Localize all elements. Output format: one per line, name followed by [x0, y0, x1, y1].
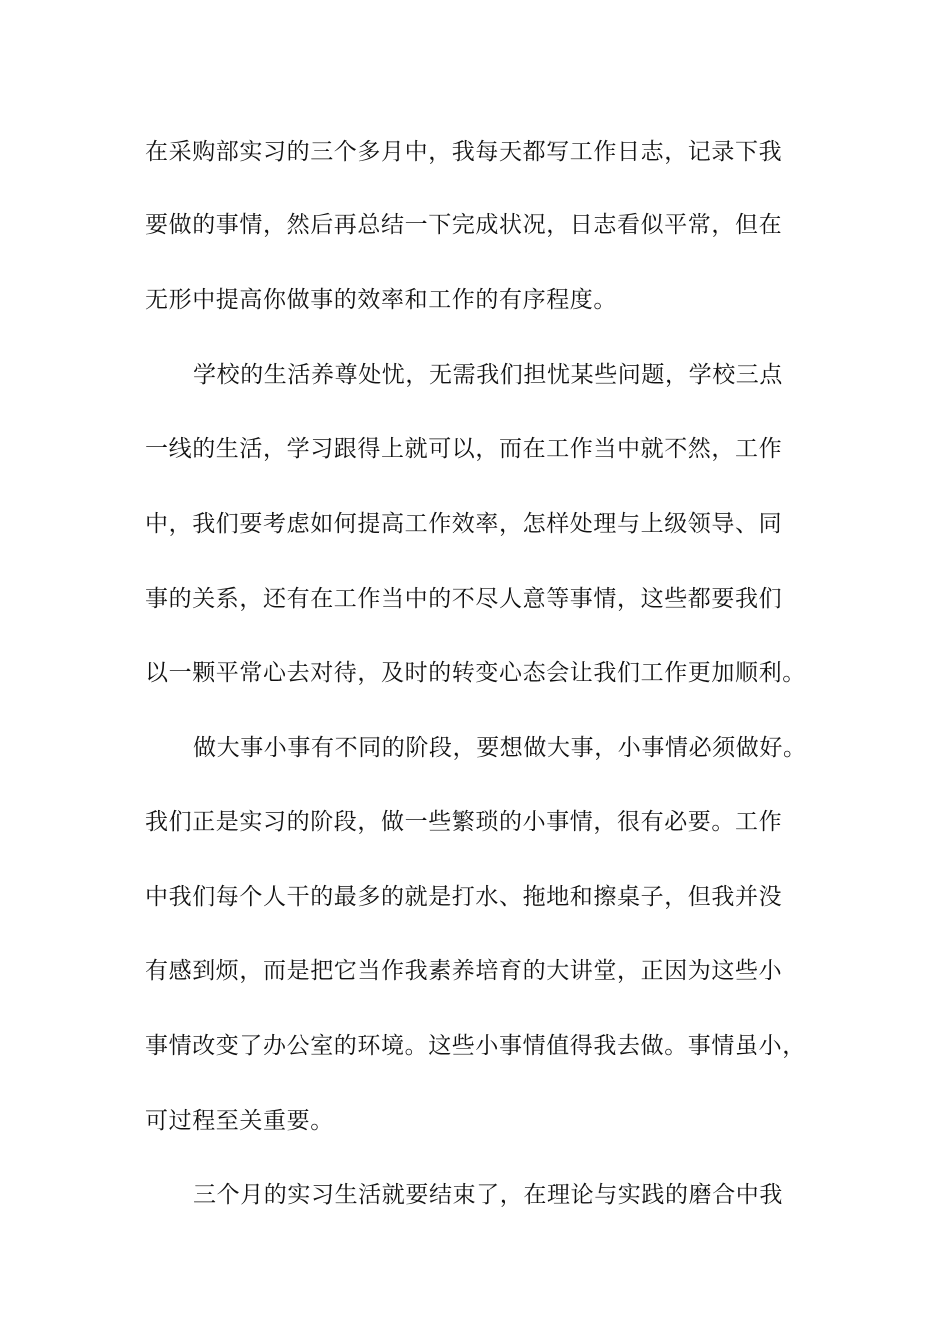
text-line-7: 事的关系，还有在工作当中的不尽人意等事情，这些都要我们 [145, 586, 783, 612]
text-line-13: 事情改变了办公室的环境。这些小事情值得我去做。事情虽小， [145, 1033, 806, 1059]
text-line-8: 以一颗平常心去对待，及时的转变心态会让我们工作更加顺利。 [145, 660, 806, 686]
text-line-5: 一线的生活，学习跟得上就可以，而在工作当中就不然，工作 [145, 436, 783, 462]
text-line-6: 中，我们要考虑如何提高工作效率，怎样处理与上级领导、同 [145, 511, 783, 537]
text-line-1: 在采购部实习的三个多月中，我每天都写工作日志，记录下我 [145, 139, 783, 165]
text-line-12: 有感到烦，而是把它当作我素养培育的大讲堂，正因为这些小 [145, 958, 783, 984]
text-line-14: 可过程至关重要。 [145, 1108, 334, 1134]
text-line-10: 我们正是实习的阶段，做一些繁琐的小事情，很有必要。工作 [145, 809, 783, 835]
paragraph-start-line-15: 三个月的实习生活就要结束了，在理论与实践的磨合中我 [193, 1182, 783, 1208]
paragraph-start-line-4: 学校的生活养尊处忧，无需我们担忧某些问题，学校三点 [193, 362, 783, 388]
paragraph-start-line-9: 做大事小事有不同的阶段，要想做大事，小事情必须做好。 [193, 735, 807, 761]
text-line-2: 要做的事情，然后再总结一下完成状况，日志看似平常，但在 [145, 212, 783, 238]
text-line-3: 无形中提高你做事的效率和工作的有序程度。 [145, 287, 617, 313]
text-line-11: 中我们每个人干的最多的就是打水、拖地和擦桌子，但我并没 [145, 884, 783, 910]
